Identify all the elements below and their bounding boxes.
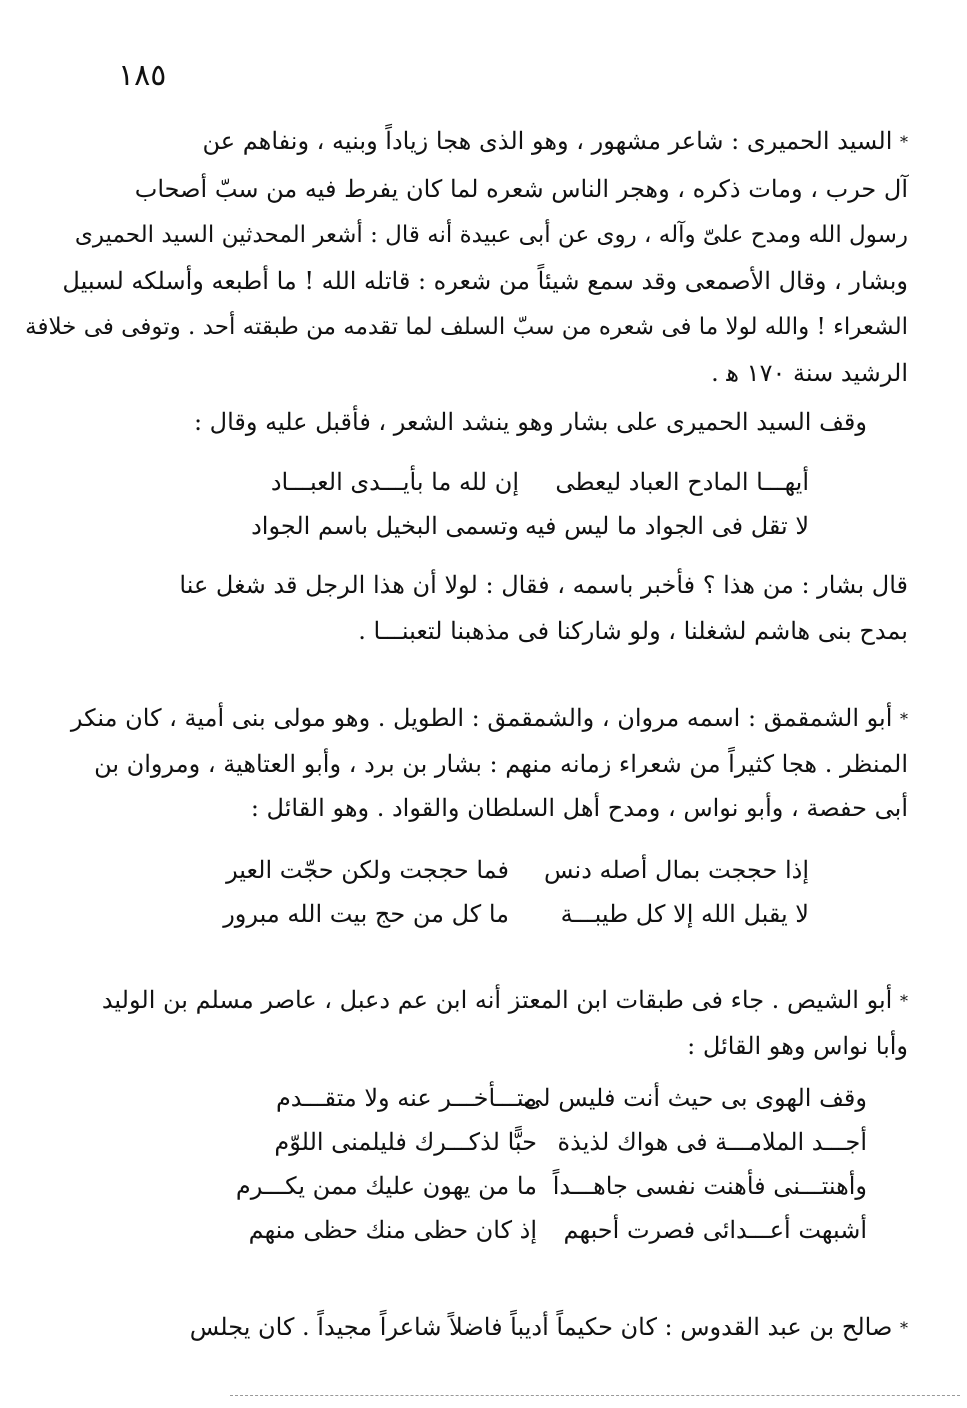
bashar-reply bbox=[118, 562, 908, 654]
verse-first-half: وأهنتـــنى فأهنت نفسى جاهـــداً bbox=[552, 1172, 867, 1200]
entry-marker: * bbox=[900, 132, 908, 152]
page-number: ١٨٥ bbox=[118, 58, 167, 93]
text-line: أبى حفصة ، وأبو نواس ، ومدح أهل السلطان والقواد . وهو القائل : bbox=[250, 793, 908, 822]
verse-second-half: فما حججت ولكن حجّت العير bbox=[226, 856, 509, 884]
poem-intro: وقف السيد الحميرى على بشار وهو ينشد الشعر ، فأقبل عليه وقال : bbox=[193, 408, 867, 436]
verse-second-half: ما كل من حج بيت الله مبرور bbox=[223, 900, 509, 928]
text-line: الرشيد سنة ١٧٠ ﻫ . bbox=[711, 358, 908, 387]
verse-first-half: وقف الهوى بى حيث أنت فليس لى bbox=[523, 1084, 867, 1112]
text-line: * السيد الحميرى : شاعر مشهور ، وهو الذى هجا زياداً وبنيه ، ونفاهم عن bbox=[202, 127, 908, 155]
verse-first-half: لا تقل فى الجواد ما ليس فيه bbox=[524, 512, 809, 540]
verse-second-half: متـــأخـــر عنه ولا متقـــدم bbox=[275, 1084, 537, 1112]
verse-second-half: إن لله ما بأيـــدى العبـــاد bbox=[270, 468, 519, 496]
poem-block bbox=[219, 848, 809, 936]
text-line: المنظر . هجا كثيراً من شعراء زمانه منهم : بشار بن برد ، وأبو العتاهية ، ومروان بن bbox=[94, 749, 908, 778]
verse-first-half: إذا حججت بمال أصله دنس bbox=[543, 856, 809, 884]
text-line: بمدح بنى هاشم لشغلنا ، ولو شاركنا فى مذهبنا لتعبنـــا . bbox=[358, 617, 908, 645]
text-line: آل حرب ، ومات ذكره ، وهجر الناس شعره لما كان يفرط فيه من سبّ أصحاب bbox=[134, 174, 908, 203]
text-line: * أبو الشيص . جاء فى طبقات ابن المعتز أنه ابن عم دعبل ، عاصر مسلم بن الوليد bbox=[101, 986, 908, 1014]
verse-second-half: وتسمى البخيل باسم الجواد bbox=[251, 512, 519, 540]
entry-sayyid-himyari bbox=[25, 118, 908, 396]
poem-block bbox=[219, 460, 809, 548]
entry-marker: * bbox=[900, 709, 908, 729]
poem-block bbox=[177, 1076, 867, 1252]
verse bbox=[177, 1164, 867, 1208]
entry-abu-shays bbox=[101, 978, 908, 1068]
verse-second-half: إذ كان حظى منك حظى منهم bbox=[248, 1216, 537, 1244]
text-line: رسول الله ومدح علىّ وآله ، روى عن أبى عبيدة أنه قال : أشعر المحدثين السيد الحميرى bbox=[74, 221, 908, 248]
verse bbox=[219, 848, 809, 892]
verse bbox=[177, 1208, 867, 1252]
text-line: قال بشار : من هذا ؟ فأخبر باسمه ، فقال : لولا أن هذا الرجل قد شغل عنا bbox=[179, 571, 908, 599]
text-line: وأبا نواس وهو القائل : bbox=[687, 1031, 908, 1060]
entry-salih-abd-quddus bbox=[118, 1304, 908, 1352]
text-line: * أبو الشمقمق : اسمه مروان ، والشمقمق : الطويل . وهو مولى بنى أمية ، كان منكر bbox=[70, 704, 908, 732]
verse-first-half: أيهـــا المادح العباد ليعطى bbox=[555, 468, 809, 496]
text-line: وبشار ، وقال الأصمعى وقد سمع شيئاً من شعره : قاتله الله ! ما أطبعه وأسلكه لسبيل bbox=[62, 266, 908, 295]
bottom-rule bbox=[230, 1395, 960, 1396]
entry-marker: * bbox=[900, 1318, 908, 1338]
verse bbox=[219, 504, 809, 548]
verse-second-half: ما من يهون عليك ممن يكـــرم bbox=[235, 1172, 537, 1200]
verse-first-half: لا يقبل الله إلا كل طيبـــة bbox=[560, 900, 809, 928]
entry-marker: * bbox=[900, 991, 908, 1011]
verse-first-half: أجـــد الملامـــة فى هواك لذيذة bbox=[557, 1128, 867, 1156]
verse-first-half: أشبهت أعـــدائى فصرت أحبهم bbox=[563, 1216, 867, 1244]
verse bbox=[219, 892, 809, 936]
verse-second-half: حبًّا لذكـــرك فليلمنى اللوّم bbox=[274, 1128, 537, 1156]
text-line: * صالح بن عبد القدوس : كان حكيماً أديباً فاضلاً شاعراً مجيداً . كان يجلس bbox=[189, 1313, 908, 1341]
verse bbox=[177, 1120, 867, 1164]
verse bbox=[219, 460, 809, 504]
verse bbox=[177, 1076, 867, 1120]
text-line: الشعراء ! والله لولا ما فى شعره من سبّ السلف لما تقدمه من طبقته أحد . وتوفى فى خلافة bbox=[25, 313, 908, 340]
entry-abu-shamaqmaq bbox=[70, 696, 908, 830]
